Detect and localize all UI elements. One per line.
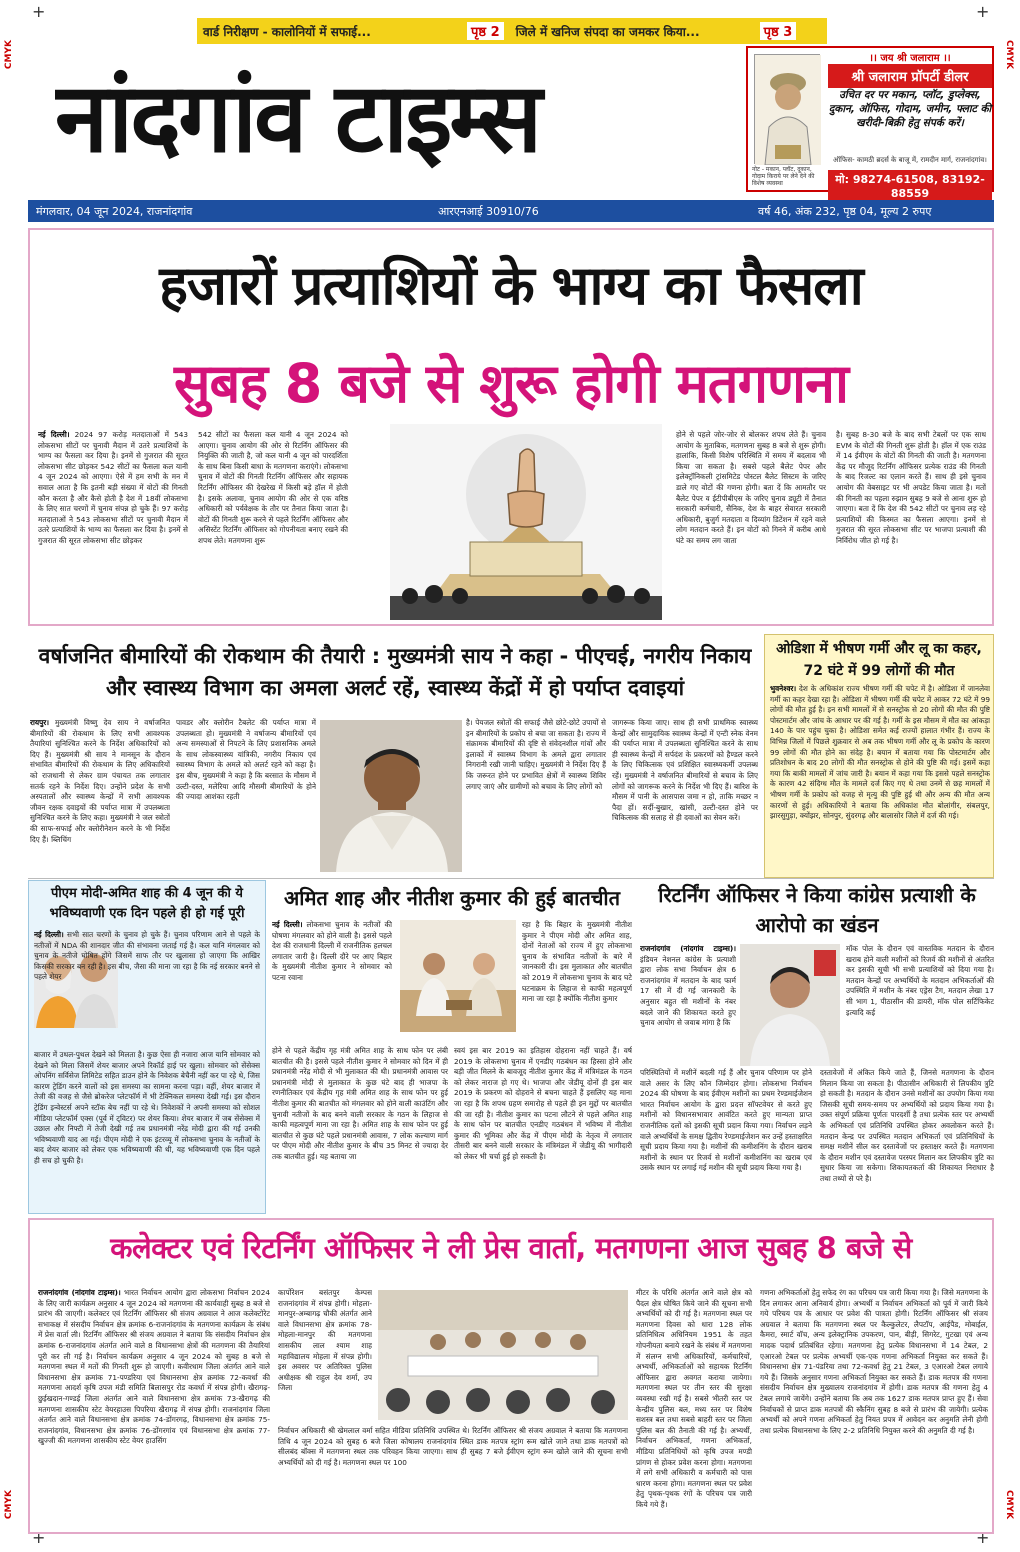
health-headline[interactable]: वर्षाजनित बीमारियों की रोकथाम की तैयारी : मुख्यमंत्री साय ने कहा - पीएचई, नगरीय निकाय और स्वास्थ्य विभाग का अमला अलर्ट रहें, स्वास्थ्य केंद्रों में हो पर्याप्त दवाइयां — [38, 644, 752, 700]
chief-minister-photo — [320, 720, 462, 872]
modi-headline[interactable]: पीएम मोदी-अमित शाह की 4 जून की ये भविष्यवाणी एक दिन पहले ही हो गई पूरी — [49, 886, 245, 921]
registration-mark: + — [32, 2, 46, 21]
advertisement — [746, 46, 994, 200]
ro-column-text: इंडियन नेशनल कांग्रेस के प्रत्याशी द्वारा लोक सभा निर्वाचन क्षेत्र 6 राजनांदगांव में मतदान के बाद फार्म 17 सी में दी गई जानकारी के अनुसार बहुत सी मशीनों के नंबर बदले जाने की शिकायत करते हुए चुनाव आयोग से जवाब मांगा है कि — [640, 954, 736, 1028]
ro-dateline: राजनांदगांव (नांदगांव टाइम्स)। — [640, 944, 736, 953]
registration-mark: + — [976, 1528, 990, 1547]
teaser-page: पृष्ठ 3 — [760, 22, 797, 40]
modi-body-top-text: सभी सात चरणों के चुनाव हो चुके हैं। चुनाव परिणाम आने से पहले के नतीजों में NDA की शानदार जीत की संभावना जताई गई है। कल यानि मंगलवार को चुनाव के नतीजे घोषित होंगे जिसमें साफ तौर पर खुलासा हो जाएगा कि आखिर किसकी सरकार बन रही है। इस बीच, जैसा की माना जा रहा है कि नई सरकार बनने से पहले शेयर — [34, 930, 260, 982]
cmyk-mark: CMYK — [1004, 40, 1014, 70]
teaser-item[interactable]: वार्ड निरीक्षण - कालोनियों में सफाई... — [203, 24, 371, 39]
advert-phone[interactable]: मो: 98274-61508, 83192-88559 — [828, 170, 992, 202]
advert-caption: नोट - मकान, प्लॉट, दुकान, गोदाम किराये पर लेने देने की विशेष व्यवस्था — [752, 166, 815, 187]
advert-top-line: ।। जय श्री जलाराम ।। — [869, 53, 951, 64]
teaser-item[interactable]: जिले में खनिज संपदा का जमकर किया... — [515, 24, 700, 39]
cmyk-mark: CMYK — [4, 40, 14, 70]
health-column: पावडर और क्लोरीन टैबलेट की पर्याप्त मात्रा में उपलब्धता हो। मुख्यमंत्री ने वर्षाजन्य बीमारियों एवं अन्य समस्याओं से निपटने के लिए प्रशासनिक अमले के साथ लोकस्वास्थ्य यांत्रिकी, नगरीय निकाय एवं स्वास्थ्य विभाग के अमले को अलर्ट रहने को कहा है। इस बीच, मुख्यमंत्री ने कहा है कि बरसात के मौसम में उल्टी-दस्त, मलेरिया आदि मौसमी बीमारियों के होने की ज्यादा आशंका रहती — [176, 718, 316, 802]
collector-column: कार्पोरेशन बसंतपुर केम्पस राजनांदगांव में संपन्न होगी। मोहला-मानपुर-अम्बागढ़ चौकी अंतर्गत आने वाले विधानसभा क्षेत्र क्रमांक 78-मोहला-मानपुर की मतगणना शासकीय लाल श्याम शाह महाविद्यालय मोहला में संपन्न होगी। इस अवसर पर अतिरिक्त पुलिस अधीक्षक श्री राहुल देव शर्मा, उप जिला — [278, 1288, 372, 1393]
collector-dateline: राजनांदगांव (नांदगांव टाइम्स)। — [38, 1288, 121, 1297]
lead-column: होने से पहले जोर-जोर से बोलकर शपथ लेते हैं। चुनाव आयोग के मुताबिक, मतगणना सुबह 8 बजे से शुरू होगी। हालांकि, किसी विशेष परिस्थिति में समय में बदलाव भी किया जा सकता है। सबसे पहले बैलेट पेपर और इलेक्ट्रॉनिकली ट्रांसमिटेड पोस्टल बैलेट सिस्टम के जरिए डाले गए वोटों की गणना होगी। बता दें कि आमतौर पर बैलेट पेपर व ईटीपीबीएस के जरिए चुनाव ड्यूटी में तैनात सरकारी कर्मचारी, सैनिक, देश के बाहर सेवारत सरकारी अधिकारी, बुजुर्ग मतदाता व दिव्यांग डिटेंशन में रहने वाले लोग मतदान करते हैं। इन वोटों को गिनने में करीब आधे घंटे का समय लग जाता — [676, 430, 826, 545]
masthead: नांदगांव टाइम्स — [55, 61, 540, 174]
collector-column: निर्वाचन अधिकारी श्री खेमलाल वर्मा सहित मीडिया प्रतिनिधि उपस्थित थे। रिटर्निंग ऑफिसर श्री संजय अग्रवाल ने बताया कि मतगणना तिथि 4 जून 2024 को सुबह 6 बजे जिला कोषालय राजनांदगांव स्थित डाक मतपत्र स्ट्रांग रूम खोले जाने तथा डाक मतपत्रों को सीलबंद बॉक्स में मतगणना स्थल तक परिवहन किया जाएगा। साथ ही सुबह 7 बजे ईवीएम स्ट्रांग रूम खोले जाने की सूचना सभी अभ्यर्थियों को दी गई है। मतगणना स्थल पर 100 — [278, 1426, 628, 1467]
amit-column — [272, 920, 392, 1044]
collector-column-text: भारत निर्वाचन आयोग द्वारा लोकसभा निर्वाचन 2024 के लिए जारी कार्यक्रम अनुसार 4 जून 2024 को मतगणना की कार्यवाही सुबह 8 बजे से प्रारंभ की जाएगी। कलेक्टर एवं रिटर्निंग ऑफिसर श्री संजय अग्रवाल ने आज कलेक्टोरेट सभाकक्ष में संसदीय निर्वाचन क्षेत्र क्रमांक 6-राजनांदगांव के मतगणना कार्यक्रम के संबंध में प्रेस वार्ता ली। रिटर्निंग ऑफिसर श्री संजय अग्रवाल ने बताया कि संसदीय निर्वाचन क्षेत्र क्रमांक 6-राजनांदगांव अंतर्गत आने वाले 8 विधानसभा क्षेत्रों की मतगणना की तैयारियां पूरी कर ली गई है। निर्वाचन कार्यक्रम अनुसार 4 जून 2024 को सुबह 8 बजे से मतगणना स्थल में मतों की गिनती शुरू हो जाएगी। कवीरधाम जिला अंतर्गत आने वाले विधानसभा क्षेत्र क्रमांक 71-पण्डरिया एवं विधानसभा क्षेत्र क्रमांक 72-कवर्धा की मतगणना आदर्श कृषि उपज मंडी समिति बिलासपुर रोड कवर्धा में संपन्न होगी। खैरागढ़-छुईखदान-गण्डई जिला अंतर्गत आने वाले विधानसभा क्षेत्र क्रमांक 73-खैरागढ़ की मतगणना शासकीय स्टेट वेयरहाउस पिपरिया खैरागढ़ में संपन्न होगी। राजनांदगांव जिला अंतर्गत आने वाले विधानसभा क्षेत्र क्रमांक 74-डोंगरगढ़, विधानसभा क्षेत्र क्रमांक 75-राजनांदगांव, विधानसभा क्षेत्र क्रमांक 76-डोंगरगांव एवं विधानसभा क्षेत्र क्रमांक 77-खुज्जी की मतगणना शासकीय स्टेट वेयर हाउसिंग — [38, 1288, 270, 1446]
registration-mark: + — [32, 1528, 46, 1547]
cmyk-mark: CMYK — [4, 1490, 14, 1520]
odisha-body-text: देश के अधिकांश राज्य भीषण गर्मी की चपेट में है। ओडिशा में जानलेवा गर्मी का कहर देखा रहा है। ओडिशा में भीषण गर्मी की चपेट में आकर 72 घंटे में 99 लोगों की मौत हुई है। इन सभी मामलों में से सनस्ट्रोक से 20 लोगों की मौत की पुष्टि पोस्टमार्टम और जांच के आधार पर की गई है। गर्मी के इस मौसम में मौत का आंकड़ा 140 के पार पहुंच चुका है। ओडिशा समेत कई राज्यों हालात गंभीर हैं। राज्य के विभिन्न जिलों में पिछले शुक्रवार से अब तक भीषण गर्मी और लू के प्रकोप के कारण 99 लोगों की मौत होने का संदेह है। बयान में बताया गया कि पोस्टमार्टम और प्रतिशोधन के बाद 20 लोगों की मौत सनस्ट्रोक से होने की पुष्टि की गई। इसमें कहा गया कि बाकी मामलों में जांच जारी है। बयान में कहा गया कि इससे पहले सनस्ट्रोक के कारण 42 संदिग्ध मौत के मामले दर्ज किए गए थे तथा उनमें से छह मामलों में भीषण गर्मी के प्रकोप को वजह से मृत्यु की पुष्टि हुई थी और अन्य की मौत अन्य कारणों से हुई। अधिकारियों ने बताया कि अधिकांश मौत बोलांगीर, संबलपुर, झारसुगुड़ा, क्योंझर, सोनपुर, सुंदरगढ़ और बालासोर जिले में दर्ज की गई। — [770, 684, 990, 821]
advert-body: उचित दर पर मकान, प्लॉट, डुप्लेक्स, दुकान, ऑफिस, गोदाम, जमीन, फ्लाट की खरीदी-बिक्री हेतु संपर्क करें। — [828, 89, 992, 129]
amit-column: रहा है कि बिहार के मुख्यमंत्री नीतीश कुमार ने पीएम मोदी और अमित शाह, दोनों नेताओं को राज्य में हुए लोकसभा चुनाव के संभावित नतीजों के बारे में जानकारी दी। इस मुलाकात और बातचीत को 2019 में लोकसभा चुनाव के बाद घटे घटनाक्रम के लिहाज से काफी महत्वपूर्ण माना जा रहा है क्योंकि नीतीश कुमार — [522, 920, 632, 1004]
amit-column-text: लोकसभा चुनाव के नतीजों की घोषणा मंगलवार को होने वाली है। इससे पहले देश की राजधानी दिल्ली में राजनीतिक हलचल लगातार जारी है। दिल्ली दौरे पर आए बिहार के मुख्यमंत्री नीतीश कुमार ने सोमवार को पटना रवाना — [272, 920, 392, 982]
ro-column: परिस्थितियों में मशीनें बदली गई हैं और चुनाव परिणाम पर होने वाले असर के लिए कौन जिम्मेदार होगा। लोकसभा निर्वाचन 2024 की घोषणा के बाद ईवीएम मशीनों का प्रथम रेण्डमाईजेशन भारत निर्वाचन आयोग के द्वारा प्रदत्त सॉफ्टवेयर से करते हुए मशीनों को विधानसभावार आवंटित करते हुए मान्यता प्राप्त राजनीतिक दलों को इसकी सूची प्रदान किया गया। निर्वाचन लड़ने वाले अभ्यर्थियों के समक्ष द्वितीय रेण्डमाईजेशन कर उन्हें हस्ताक्षरित सूची प्रदाय किया गया है। मशीनों की कमीशनिंग के दौरान खराब मशीनों के स्थान पर रिजर्व से मशीनों कमीशनिंग का खराब एवं उसके स्थान पर लगाई गई मशीन की सूची प्रदाय किया गया है। — [640, 1068, 812, 1173]
lead-column — [38, 430, 188, 622]
issue-info: वर्ष 46, अंक 232, पृष्ठ 04, मूल्य 2 रुपए — [758, 204, 932, 218]
issue-date: मंगलवार, 04 जून 2024, राजनांदगांव — [36, 204, 193, 218]
advert-address: ऑफिस- कामठी ब्रदर्स के बाजू में, रामदीन मार्ग, राजनांदगांव। — [833, 156, 987, 164]
lead-column: है। सुबह 8-30 बजे के बाद सभी टेबलों पर एक साथ EVM के वोटों की गिनती शुरू होती है। हॉल में एक राउंड में 14 ईवीएम के वोटों की गिनती की जाती है। मतगणना केंद्र पर मौजूद रिटर्निंग ऑफिसर प्रत्येक राउंड की गिनती के बाद रिजल्ट का एलान करते हैं। साथ ही इसे चुनाव आयोग की वेबसाइट पर भी अपडेट किया जाता है। मतों की गिनती का पहला रुझान सुबह 9 बजे से आना शुरू हो जाएगा। बता दें कि देश की 542 सीटों पर चुनाव लड़ रहे प्रत्याशियों की किस्मत का फैसला आएगा। इनमें से गुजरात की सूरत लोकसभा सीट पर भाजपा प्रत्याशी की निर्विरोध जीत हो गई है। — [836, 430, 986, 545]
amit-dateline: नई दिल्ली। — [272, 920, 303, 929]
cmyk-mark: CMYK — [1004, 1490, 1014, 1520]
collector-headline[interactable]: कलेक्टर एवं रिटर्निंग ऑफिसर ने ली प्रेस वार्ता, मतगणना आज सुबह 8 बजे से — [110, 1231, 912, 1265]
amit-column: स्वयं इस बार 2019 का इतिहास दोहराना नहीं चाहते हैं। वर्ष 2019 के लोकसभा चुनाव में एनडीए गठबंधन का हिस्सा होने और बड़ी जीत मिलने के बावजूद नीतीश कुमार केंद्र में मंत्रिमंडल के गठन को लेकर नाराज हो गए थे। भाजपा और जेडीयू दोनों ही इस बार 2019 के प्रकरण को दोहराने से बचना चाहते हैं इसलिए यह माना जा रहा है कि शपथ ग्रहण समारोह से पहले ही इन मुद्दों पर बातचीत की जा रही है। नीतीश कुमार का पटना लौटने से पहले अमित शाह के साथ फोन पर बातचीत एनडीए गठबंधन में भविष्य में नीतीश कुमार की भूमिका और केंद्र में पीएम मोदी के नेतृत्व में लगातार तीसरी बार बनने वाली सरकार के मंत्रिमंडल में जेडीयू की भागीदारी को लेकर भी चर्चा हुई हो सकती है। — [454, 1046, 632, 1161]
nitish-modi-photo — [400, 920, 516, 1032]
modi-body-top — [34, 930, 260, 1030]
health-column — [30, 718, 170, 876]
advert-title: श्री जलाराम प्रॉपर्टी डीलर — [828, 64, 992, 88]
lead-dateline: नई दिल्ली। — [38, 430, 70, 439]
dateline-bar — [28, 200, 994, 222]
ro-column: दस्तावेजों में अंकित किये जाते हैं, जिनसे मतगणना के दौरान मिलान किया जा सकता है। पीठासीन अधिकारी से लिपकीय त्रुटि हो सकती है। मतदान के दौरान उनसे मशीनों का उपयोग किया गया जिसकी सूची समय-समय पर अभ्यर्थियों को प्रदाय किया गया है। उक्त संपूर्ण प्रक्रिया पूर्णतः पारदर्शी है तथा प्रत्येक स्तर पर अभ्यर्थी के अभिकर्ता एवं प्रतिनिधि उपस्थित होकर अवलोकन करते हैं। मतदान केन्द्र पर उपस्थित मतदान अभिकर्ता एवं प्रतिनिधियों के समक्ष मशीनें सील कर दस्तावेजों पर हस्ताक्षर करते हैं। मतगणना के दौरान मशीन एवं दस्तावेज परस्पर मिलान कर लिपकीय त्रुटि का सुधार किया जा सकेगा। शिकायतकर्ता की शिकायत निराधार है तथा तथ्यों से परे है। — [820, 1068, 994, 1183]
collector-column: मीटर के परिधि अंतर्गत आने वाले क्षेत्र को पैदल क्षेत्र घोषित किये जाने की सूचना सभी अभ्यर्थियों को दी गई है। मतगणना स्थल पर मतगणना दिवस को धारा 128 लोक प्रतिनिधित्व अधिनियम 1951 के तहत गोपनीयता बनाये रखने के संबंध में मतगणना में संलग्न सभी अधिकारियों, कर्मचारियों, अभ्यर्थी, अभिकर्ताओं को सहायक रिटर्निंग ऑफिसर द्वारा अवगत कराया जायेगा। मतगणना स्थल पर तीन स्तर की सुरक्षा व्यवस्था रखी गई है। सबसे भीतरी स्तर पर केन्द्रीय पुलिस बल, मध्य स्तर पर विशेष सशस्त्र बल तथा सबसे बाहरी स्तर पर जिला पुलिस बल की तैनाती की गई है। अभ्यर्थी, निर्वाचन अभिकर्ता, गणना अभिकर्ता, मीडिया प्रतिनिधियों को कृषि उपज मण्डी प्रांगण से होकर प्रवेश करना होगा। मतगणना में लगे सभी अधिकारी व कर्मचारी को पास धारण करना होगा। मतगणना स्थल पर प्रवेश हेतु पृथक-पृथक रंगों के परिचय पत्र जारी किये गये हैं। — [636, 1288, 752, 1509]
ro-column: मॉक पोल के दौरान एवं वास्तविक मतदान के दौरान खराब होने वाली मशीनों को रिजर्व की मशीनों से अंतरित कर इसकी सूची भी सभी प्रत्याशियों को दिया गया है। मतदान केन्द्रों पर अभ्यर्थियों के मतदान अभिकर्ताओं की उपस्थिति में मशीन के नंबर एड्रेस टैग, मतदान लेखा 17 सी भाग 1, पीठासीन की डायरी, मॉक पोल सर्टिफिकेट इत्यादि कई — [846, 944, 994, 1017]
lead-column: 542 सीटों का फैसला कल यानी 4 जून 2024 को आएगा। चुनाव आयोग की ओर से रिटर्निंग ऑफिसर की नियुक्ति की जाती है, जो कल यानी 4 जून को पारदर्शिता के साथ बिना किसी बाधा के मतगणना कराएंगे। लोकसभा चुनाव में वोटों की गिनती रिटर्निंग ऑफिसर और सहायक रिटर्निंग ऑफिसर की देखरेख में किसी बड़े हॉल में होती है। इसके अलावा, चुनाव आयोग की ओर से एक वरिष्ठ अधिकारी को पर्यवेक्षक के तौर पर तैनात किया जाता है। वोटों की गिनती शुरू करने से पहले रिटर्निंग ऑफिसर और असिस्टेंट रिटर्निंग ऑफिसर को गोपनीयता बनाए रखने की शपथ लेते। मतगणना शुरू — [198, 430, 348, 545]
registration-mark: + — [976, 2, 990, 21]
advert-portrait — [754, 54, 820, 164]
ro-headline[interactable]: रिटर्निंग ऑफिसर ने किया कांग्रेस प्रत्याशी के आरोपो का खंडन — [658, 883, 976, 937]
modi-body-bottom: बाजार में उथल-पुथल देखने को मिलता है। कुछ ऐसा ही नजारा आज यानि सोमवार को देखने को मिला जिसमें शेयर बाजार अपने रिकॉर्ड हाई पर खुला। सोमवार को सेंसेक्स ओपनिंग सर्विसेज लिमिटेड सहित डाउन होने के निवेशक बेचैनी नहीं कर पा रहे थे, जिस कारण ट्रेडिंग करने वालों को इस समस्या का सामना करना पड़ा। वहीं, शेयर बाजार में तेजी की वजह से जैसे ब्रोकरेज प्लेटफॉर्म में भी टेक्निकल समस्या देखी गई। इस दौरान ट्रेडिंग इन्वेस्टर्स अपने स्टॉक बेच नहीं पा रहे थे। निवेशकों ने अपनी समस्या को सोशल मीडिया प्लेटफॉर्म एक्स (पूर्व में ट्विटर) पर शेयर किया। शेयर बाजार में जब सेंसेक्स में उछाल और निफ्टी में तेजी देखी गई तब प्रधानमंत्री नरेंद्र मोदी द्वारा की गई उनकी भविष्यवाणी याद आ गई। पीएम मोदी ने एक इंटरव्यू में लोकसभा चुनाव के नतीजों के बाद शेयर बाजार को लेकर एक भविष्यवाणी की थी, यह भविष्यवाणी एक दिन पहले ही सच हो चुकी है। — [34, 1050, 260, 1165]
health-column: जागरूक किया जाए। साथ ही सभी प्राथमिक स्वास्थ्य केन्द्रों और सामुदायिक स्वास्थ्य केन्द्रों में एन्टी स्नेक वेनम की पर्याप्त मात्रा में उपलब्धता सुनिश्चित करने के साथ ही स्वास्थ्य केन्द्रों में सर्पदंश के प्रकरणों को हैण्डल करने के लिए चिकित्सक एवं प्रशिक्षित स्वास्थ्यकर्मी उपलब्ध रहें। मुख्यमंत्री ने वर्षाजनित बीमारियों से बचाव के लिए लोगों को जागरूक करने के निर्देश भी दिए हैं। बारिश के मौसम में पानी के आसपास जमा न हो, ताकि मच्छर न पैदा हों। सर्दी-बुखार, खांसी, उल्टी-दस्त होने पर चिकित्सक की सलाह से ही दवाओं का सेवन करें। — [612, 718, 758, 823]
health-column-text: मुख्यमंत्री विष्णु देव साय ने वर्षाजनित बीमारियों की रोकथाम के लिए सभी आवश्यक तैयारियां सुनिश्चित करने के निर्देश अधिकारियों को दिए हैं। मुख्यमंत्री श्री साय ने मानसून के दौरान संभावित बीमारियों की रोकथाम के लिए अधिकारियों को राजधानी से लेकर ग्राम पंचायत तक लगातार सतर्क रहने के निर्देश दिए। उन्होंने प्रदेश के सभी अस्पतालों और स्वास्थ्य केन्द्रों में सभी आवश्यक जीवन रक्षक दवाइयों की पर्याप्त मात्रा में उपलब्धता सुनिश्चित करने के लिए कहा। मुख्यमंत्री ने जल स्त्रोतों की साफ-सफाई और क्लोरीनेशन करने के भी निर्देश दिए हैं। ब्लिचिंग — [30, 718, 170, 844]
health-column: है। पेयजल स्त्रोतों की सफाई जैसे छोटे-छोटे उपायों से इन बीमारियों के प्रकोप से बचा जा सकता है। राज्य में संक्रामक बीमारियों की दृष्टि से संवेदनशील गांवों और इलाकों में स्वास्थ्य विभाग के अमले द्वारा लगातार निगरानी रखी जानी चाहिए। मुख्यमंत्री ने निर्देश दिए हैं कि जरूरत होने पर प्रभावित क्षेत्रों में स्वास्थ्य शिविर लगाए जाएं और ग्रामीणों को बचाव के लिए लोगों को — [466, 718, 606, 791]
collector-column: गणना अभिकर्ताओं हेतु सफेद रंग का परिचय पत्र जारी किया गया है। जिसे मतगणना के दिन लगाकर आना अनिवार्य होगा। अभ्यर्थी व निर्वाचन अभिकर्ता को पूर्व में जारी किये गये परिचय पत्र के आधार पर प्रवेश की पात्रता होगी। रिटर्निंग ऑफिसर श्री संजय अग्रवाल ने बताया कि मतगणना स्थल पर कैल्कुलेटर, लैपटॉप, आईपैड, मोबाईल, कैमरा, स्मार्ट वॉच, अन्य इलेक्ट्रानिक उपकरण, पान, बीड़ी, सिगरेट, गुटखा एवं अन्य मादक पदार्थ प्रतिबंधित रहेगा। मतगणना हेतु प्रत्येक विधानसभा में 14 टेबल, 2 एआरओ टेबल पर प्रत्येक अभ्यर्थी एक-एक गणना अभिकर्ता नियुक्त कर सकते हैं। विधानसभा क्षेत्र 71-पंडरिया तथा 72-कवर्धा हेतु 21 टेबल, 3 एआरओ टेबल लगाये गये हैं। जिसके अनुसार गणना अभिकर्ता नियुक्त कर सकते हैं। डाक मतपत्र की गणना संसदीय निर्वाचन क्षेत्र मुख्यालय राजनांदगांव में होगी। डाक मतपत्र की गणना हेतु 4 टेबल लगाये जायेंगे। उन्होंने बताया कि अब तक 1627 डाक मतपत्र प्राप्त हुए हैं। सेवा निर्वाचकों से प्राप्त डाक मतपत्रों की स्कैनिंग सुबह 8 बजे से प्रारंभ की जायेगी। प्रत्येक अभ्यर्थी को अपने गणना अभिकर्ता हेतु नियत प्रपत्र में आवेदन कर अनुमति लेनी होगी तथा प्रत्येक विधानसभा के लिए 2-2 प्रतिनिधि नियुक्त करने की अनुमति दी गई है। — [760, 1288, 988, 1435]
section-divider — [28, 878, 994, 879]
collector-column — [38, 1288, 270, 1528]
odisha-body — [770, 684, 990, 874]
voting-finger-illustration — [390, 424, 662, 620]
lead-column-text: 2024 97 करोड़ मतदाताओं में 543 लोकसभा सीटों पर चुनावी मैदान में उतरे प्रत्याशियों के भाग्य का फैसला कर दिया है। इनमें से गुजरात की सूरत लोकसभा सीट छोड़कर 542 सीटों का फैसला कल यानी 4 जून 2024 को आएगा। ऐसे में हम सभी के मन में सवाल आता है कि इतनी बड़ी संख्या में वोटों की गिनती कौन करता है और कैसे होती है देश में 18वीं लोकसभा के लिए सात चरणों में चुनाव संपन्न हो चुके हैं। 97 करोड़ मतदाताओं ने 543 लोकसभा सीटों पर चुनावी मैदान में उतरे प्रत्याशियों के भाग्य का फैसला कर दिया है। इनमें से गुजरात की सूरत लोकसभा सीट छोड़कर — [38, 430, 188, 545]
lead-headline[interactable]: हजारों प्रत्याशियों के भाग्य का फैसला — [159, 254, 863, 317]
amit-headline[interactable]: अमित शाह और नीतीश कुमार की हुई बातचीत — [284, 886, 620, 910]
health-dateline: रायपुर। — [30, 718, 50, 727]
amit-column: होने से पहले केंद्रीय गृह मंत्री अमित शाह के साथ फोन पर लंबी बातचीत की है। इससे पहले नीतीश कुमार ने सोमवार को दिन में ही प्रधानमंत्री नरेंद्र मोदी से भी मुलाकात की थी। प्रधानमंत्री आवास पर प्रधानमंत्री मोदी से मुलाकात के कुछ घंटे बाद ही भाजपा के रणनीतिकार एवं केंद्रीय गृह मंत्री अमित शाह के साथ फोन पर हुई नीतीश कुमार की बातचीत को मंगलवार को होने वाली काउंटिंग और चुनावी नतीजों के बाद बनने वाली सरकार के गठन के लिहाज से काफी महत्वपूर्ण माना जा रहा है। अमित शाह के साथ फोन पर हुई बातचीत से कुछ घंटे पहले प्रधानमंत्री आवास, 7 लोक कल्याण मार्ग पर पीएम मोदी और नीतीश कुमार के बीच 35 मिनट से ज्यादा देर तक बातचीत हुई। यह बताया जा — [272, 1046, 448, 1161]
rni-number: आरएनआई 30910/76 — [438, 204, 539, 218]
lead-subheadline[interactable]: सुबह 8 बजे से शुरू होगी मतगणना — [174, 352, 848, 415]
returning-officer-photo — [740, 944, 840, 1066]
odisha-dateline: भुवनेश्वर। — [770, 684, 797, 693]
modi-dateline: नई दिल्ली। — [34, 930, 64, 939]
press-conference-photo — [378, 1290, 628, 1420]
ro-column — [640, 944, 736, 1066]
teaser-page: पृष्ठ 2 — [467, 22, 504, 40]
teaser-strip — [197, 18, 827, 44]
odisha-headline[interactable]: ओडिशा में भीषण गर्मी और लू का कहर, 72 घंटे में 99 लोगों की मौत — [776, 641, 982, 679]
